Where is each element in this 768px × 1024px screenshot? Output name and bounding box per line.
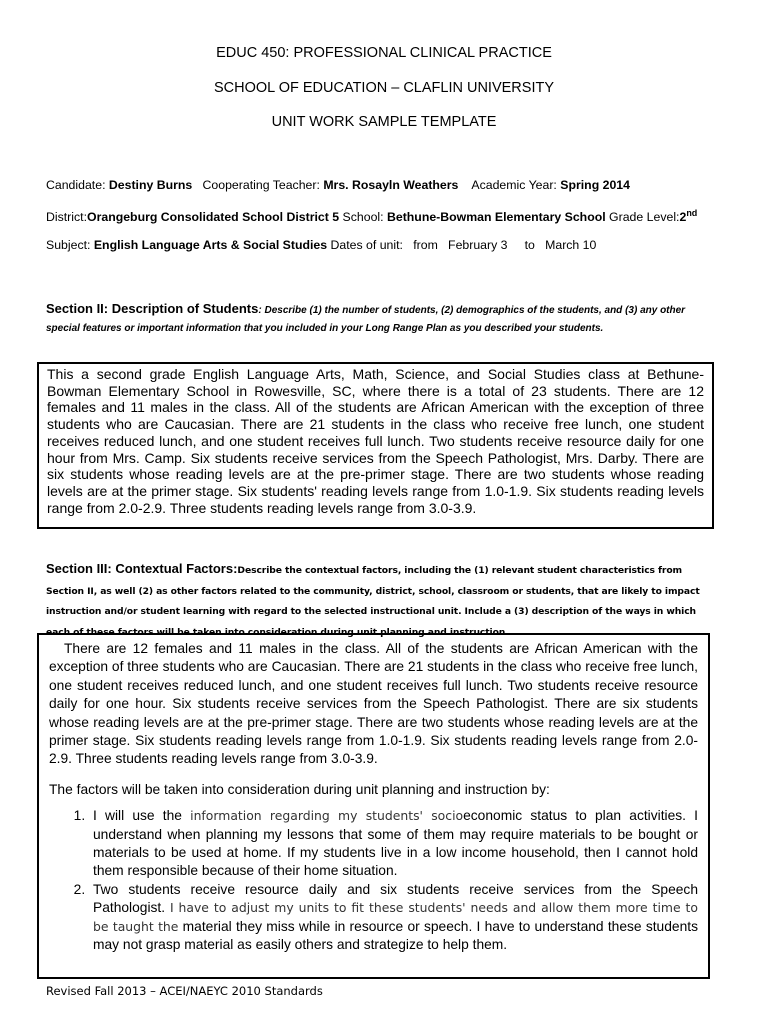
section-2-description: : Describe (1) the number of students, (2) demographics of the students, and (3) any other special features or important information that you included in your Long Range Plan as you described your students.: [46, 305, 686, 334]
school-value: Bethune-Bowman Elementary School: [386, 210, 606, 225]
section-2-response: This a second grade English Language Arts, Math, Science, and Social Studies class at Bethune-Bowman Elementary School in Rowesville, SC, where there is a total of 23 students. There are 12 females and 11 males in the class. All of the students are African American with the exception of three students who are Caucasian. There are 21 students in the class who receive free lunch, one student receives reduced lunch, and one student receives full lunch. Two students receive resource daily for one hour from Mrs. Camp. Six students receive services from the Speech Pathologist, Mrs. Darby. There are six students whose reading levels are at the pre-primer stage. There are two students whose reading levels are at the primer stage. Six students' reading levels range from 1.0-1.9. Six students reading levels range from 2.0-2.9. Three students reading levels range from 3.0-3.9.: [47, 366, 704, 516]
candidate-value: Destiny Burns: [108, 178, 193, 192]
year-label: Academic Year:: [458, 178, 561, 192]
grade-value: 2: [679, 210, 687, 225]
section-3-heading: [46, 560, 716, 642]
template-title: UNIT WORK SAMPLE TEMPLATE: [271, 114, 497, 130]
list-item: [89, 881, 698, 955]
factors-intro: The factors will be taken into consideration during unit planning and instruction by:: [49, 781, 550, 797]
candidate-label: Candidate:: [46, 178, 109, 192]
year-value: Spring 2014: [560, 178, 630, 192]
item-1-text-c: economic status to plan activities. I understand when planning my lessons that some of them may require materials to be bought or materials to be used at home. If my students live in a low income household, then I cannot hold them responsible because of their home situation.: [93, 808, 699, 879]
coop-value: Mrs. Rosayln Weathers: [323, 178, 459, 192]
school-title: SCHOOL OF EDUCATION – CLAFLIN UNIVERSITY: [214, 80, 554, 96]
grade-suffix: nd: [686, 208, 698, 218]
section-2-response-box: [37, 362, 714, 529]
section-3-response-box: [37, 633, 710, 979]
candidate-row: [46, 178, 630, 192]
coop-label: Cooperating Teacher:: [192, 178, 324, 192]
item-2-text-a: Two students receive resource daily and six students receive services from the Speech Pathologist.: [93, 881, 698, 916]
district-row: [46, 208, 697, 224]
section-3-description: Describe the contextual factors, including the (1) relevant student characteristics from Section II, as well (2) as other factors related to the community, district, school, classroom or students, that are likely to impact instruction and/or student learning with regard to the selected instructional unit. Include a (3) description of the ways in which each of these factors will be taken into consideration during unit planning and instruction.: [46, 565, 700, 638]
district-label: District:: [46, 210, 87, 225]
section-2-heading: [46, 300, 716, 337]
item-1-text-a: I will use the: [93, 808, 191, 824]
section-2-title: Section II: Description of Students: [46, 301, 259, 316]
section-3-paragraph: There are 12 females and 11 males in the class. All of the students are African American with the exception of three students who are Caucasian. There are 21 students in the class who receive free lunch, one student receives reduced lunch, and one student receives full lunch. Two students receive resource daily for one hour. Six students receive services from the Speech Pathologist. There are six students whose reading levels are at the pre-primer stage. There are two students whose reading levels are at the primer stage. Six students reading levels range from 1.0-1.9. Six students reading levels range from 2.0-2.9. Three students reading levels range from 3.0-3.9.: [49, 641, 698, 767]
subject-row: [46, 238, 596, 252]
item-2-text-c: material they miss while in resource or speech. I have to understand these students may not grasp material as easily others and strategize to help them.: [93, 918, 698, 953]
subject-label: Subject:: [46, 238, 94, 252]
dates-of-unit: Dates of unit: from February 3 to March 10: [327, 238, 597, 252]
subject-value: English Language Arts & Social Studies: [93, 238, 328, 252]
school-label: School:: [339, 210, 387, 225]
factors-list: [49, 807, 698, 954]
section-3-title: Section III: Contextual Factors:: [46, 561, 238, 576]
item-2-text-b: I have to adjust my units to fit these students' needs and allow them more time to be taught the: [93, 900, 698, 934]
grade-label: Grade Level:: [605, 210, 680, 225]
district-value: Orangeburg Consolidated School District 5: [87, 210, 340, 225]
course-title: EDUC 450: PROFESSIONAL CLINICAL PRACTICE: [216, 45, 552, 61]
list-item: [89, 807, 698, 881]
page-footer: Revised Fall 2013 – ACEI/NAEYC 2010 Standards: [46, 984, 323, 998]
item-1-text-b: information regarding my students' socio: [190, 808, 464, 824]
